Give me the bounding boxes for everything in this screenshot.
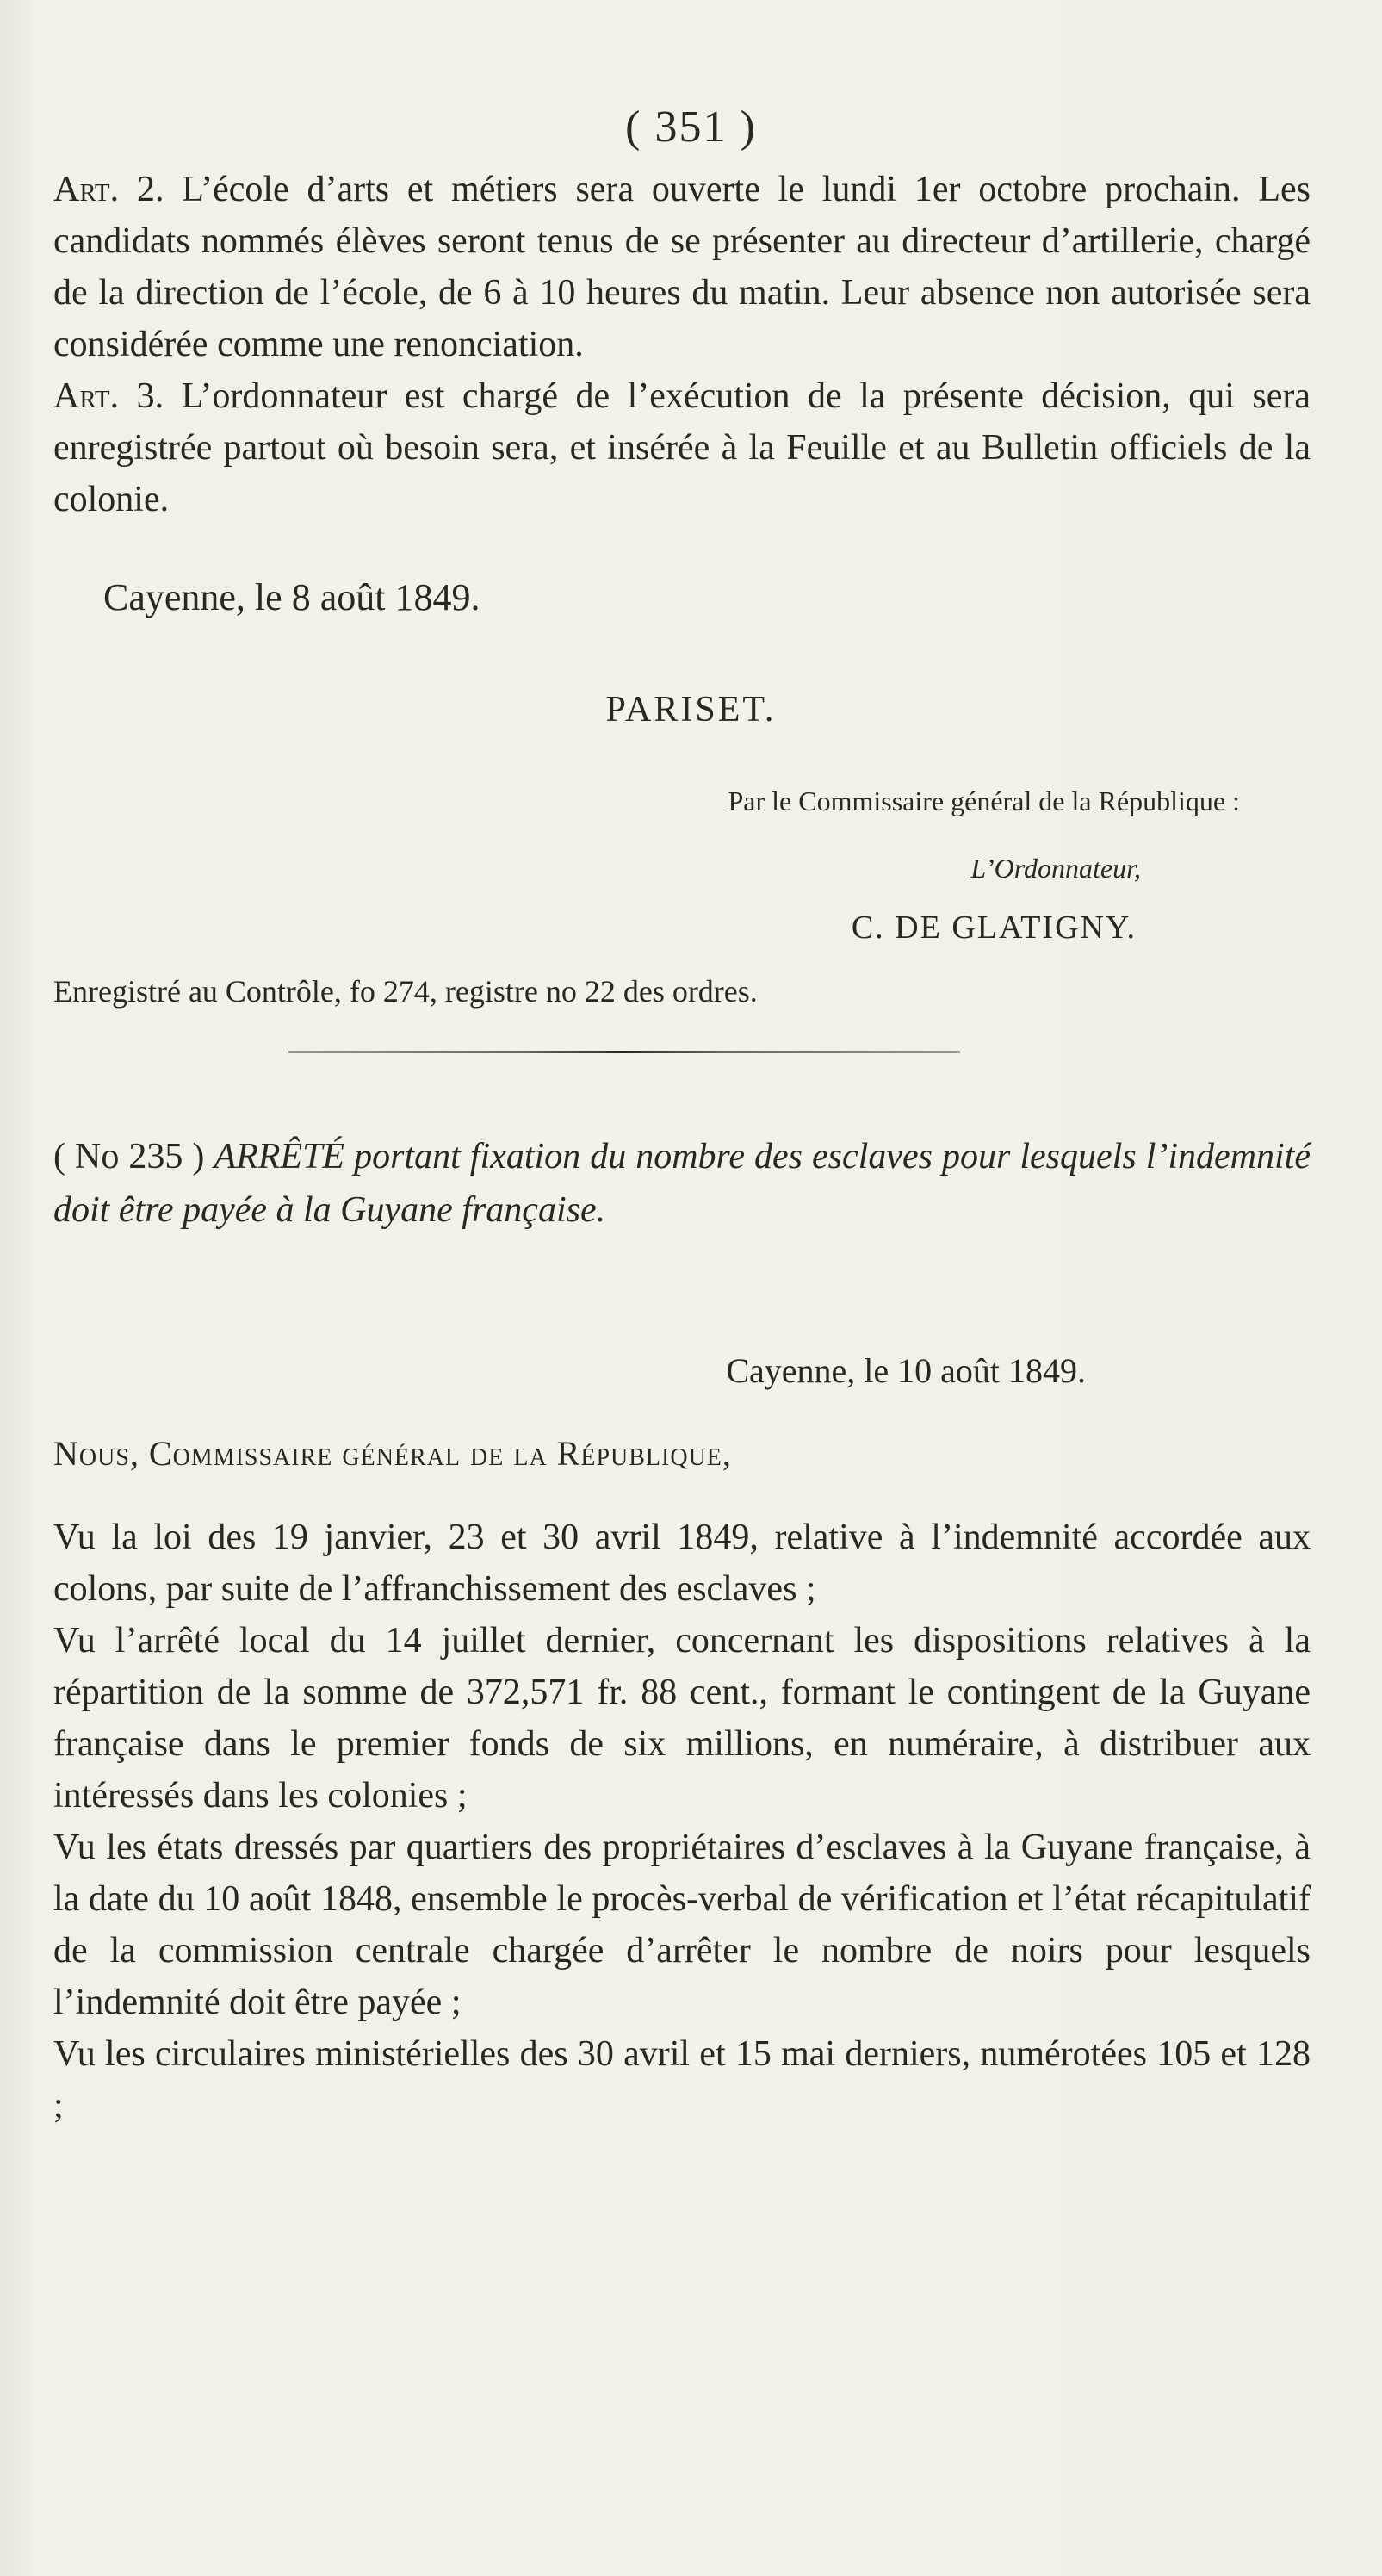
ordonnateur-name: C. DE GLATIGNY. [851, 909, 1137, 946]
ordonnateur-title: L’Ordonnateur, [970, 853, 1141, 884]
arrete-heading [53, 1130, 1311, 1237]
arrete-title: ARRÊTÉ portant fixation du nombre des esclaves pour lesquels l’indemnité doit être payée à la Guyane française. [53, 1137, 1311, 1230]
decision-date: Cayenne, le 8 août 1849. [103, 576, 480, 618]
considerant-1: Vu la loi des 19 janvier, 23 et 30 avril 1849, relative à l’indemnité accordée aux colons, par suite de l’affranchissement des esclaves ; [53, 1518, 1311, 1609]
nous-line: Nous, Commissaire général de la République, [53, 1434, 732, 1473]
article-3 [53, 370, 1311, 525]
articles-block [53, 164, 1311, 525]
arrete-number: ( No 235 ) [53, 1137, 205, 1176]
registration-note: Enregistré au Contrôle, fo 274, registre no 22 des ordres. [53, 974, 758, 1009]
article-3-text: L’ordonnateur est chargé de l’exécution de la présente décision, qui sera enregistrée partout où besoin sera, et insérée à la Feuille et au Bulletin officiels de la colonie. [53, 376, 1311, 519]
article-2-text: L’école d’arts et métiers sera ouverte le lundi 1er octobre prochain. Les candidats nommés élèves seront tenus de se présenter au directeur d’artillerie, chargé de la direction de l’école, de 6 à 10 heures du matin. Leur absence non autorisée sera considérée comme une renonciation. [53, 170, 1311, 364]
considerant-2: Vu l’arrêté local du 14 juillet dernier, concernant les dispositions relatives à la répartition de la somme de 372,571 fr. 88 cent., formant le contingent de la Guyane française dans le premier fonds de six millions, en numéraire, à distribuer aux intéressés dans les colonies ; [53, 1621, 1311, 1816]
section-divider [288, 1051, 960, 1053]
arrete-date: Cayenne, le 10 août 1849. [726, 1351, 1086, 1390]
page-number: ( 351 ) [625, 102, 757, 152]
commissioner-line: Par le Commissaire général de la République : [728, 785, 1240, 816]
considerant-3: Vu les états dressés par quartiers des propriétaires d’esclaves à la Guyane française, à la date du 10 août 1848, ensemble le procès-verbal de vérification et l’état récapitulatif de la commission centrale chargée d’arrêter le nombre de noirs pour lesquels l’indemnité doit être payée ; [53, 1828, 1311, 2022]
article-3-label: Art. 3. [53, 376, 164, 416]
article-2 [53, 164, 1311, 370]
considerants-block [53, 1511, 1311, 2132]
considerant-4: Vu les circulaires ministérielles des 30 avril et 15 mai derniers, numérotées 105 et 128 ; [53, 2034, 1311, 2126]
signer-name: PARISET. [605, 690, 777, 729]
article-2-label: Art. 2. [53, 170, 164, 209]
